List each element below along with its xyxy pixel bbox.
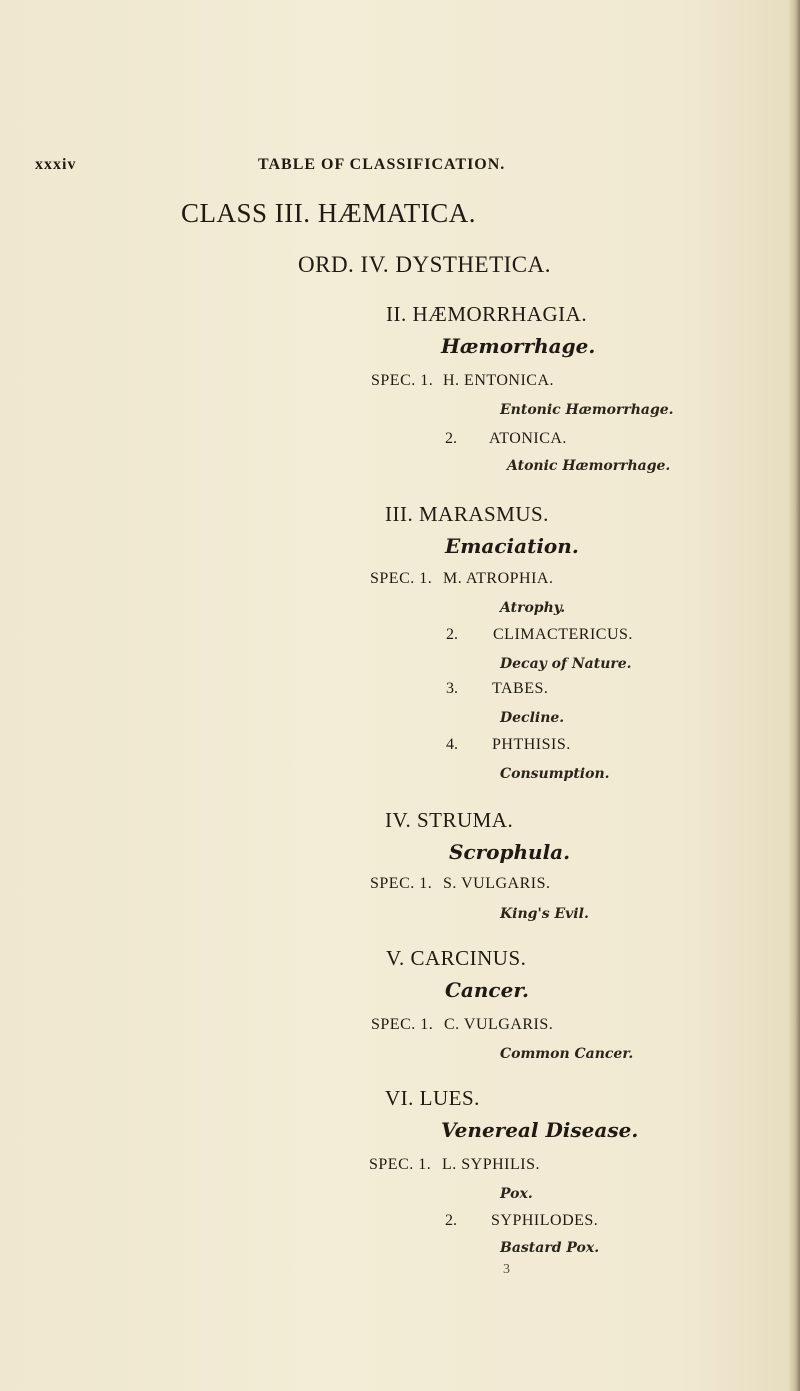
species-name: TABES. bbox=[492, 680, 549, 697]
genus-name: III. MARASMUS. bbox=[385, 502, 549, 526]
species-label: SPEC. 1. bbox=[371, 372, 434, 389]
species-label: SPEC. 1. bbox=[371, 1016, 434, 1033]
species-english: Pox. bbox=[500, 1186, 533, 1202]
page-number: xxxiv bbox=[35, 156, 77, 173]
species-english: Decay of Nature. bbox=[500, 656, 632, 672]
species-english: Consumption. bbox=[500, 766, 610, 782]
genus-english: Hæmorrhage. bbox=[441, 334, 596, 358]
species-english: Atrophy. bbox=[500, 600, 566, 616]
genus-english: Emaciation. bbox=[445, 534, 579, 558]
genus-english: Cancer. bbox=[445, 978, 529, 1002]
genus-name: II. HÆMORRHAGIA. bbox=[386, 302, 588, 326]
species-name: L. SYPHILIS. bbox=[442, 1156, 541, 1173]
page-edge-shadow bbox=[788, 0, 800, 1391]
signature-mark: 3 bbox=[503, 1262, 510, 1277]
species-name: SYPHILODES. bbox=[491, 1212, 599, 1229]
genus-name: V. CARCINUS. bbox=[386, 946, 527, 970]
species-english: Atonic Hæmorrhage. bbox=[507, 458, 671, 474]
class-title: CLASS III. HÆMATICA. bbox=[181, 198, 477, 228]
species-english: Bastard Pox. bbox=[500, 1240, 600, 1256]
species-name: CLIMACTERICUS. bbox=[493, 626, 633, 643]
genus-english: Scrophula. bbox=[449, 840, 571, 864]
species-english: King's Evil. bbox=[500, 906, 589, 922]
species-english: Common Cancer. bbox=[500, 1046, 634, 1062]
species-label: 2. bbox=[445, 430, 457, 447]
species-name: M. ATROPHIA. bbox=[443, 570, 554, 587]
species-label: SPEC. 1. bbox=[369, 1156, 432, 1173]
running-title: TABLE OF CLASSIFICATION. bbox=[258, 156, 506, 173]
species-label: SPEC. 1. bbox=[370, 570, 433, 587]
species-name: S. VULGARIS. bbox=[443, 875, 551, 892]
genus-name: VI. LUES. bbox=[385, 1086, 480, 1110]
species-name: H. ENTONICA. bbox=[443, 372, 555, 389]
species-label: SPEC. 1. bbox=[370, 875, 433, 892]
order-title: ORD. IV. DYSTHETICA. bbox=[298, 252, 551, 277]
species-name: PHTHISIS. bbox=[492, 736, 571, 753]
species-label: 3. bbox=[446, 680, 458, 697]
species-label: 2. bbox=[445, 1212, 457, 1229]
species-name: C. VULGARIS. bbox=[444, 1016, 554, 1033]
genus-english: Venereal Disease. bbox=[441, 1118, 639, 1142]
species-name: ATONICA. bbox=[489, 430, 567, 447]
species-label: 2. bbox=[446, 626, 458, 643]
species-english: Decline. bbox=[500, 710, 565, 726]
genus-name: IV. STRUMA. bbox=[385, 808, 514, 832]
species-label: 4. bbox=[446, 736, 458, 753]
species-english: Entonic Hæmorrhage. bbox=[500, 402, 674, 418]
